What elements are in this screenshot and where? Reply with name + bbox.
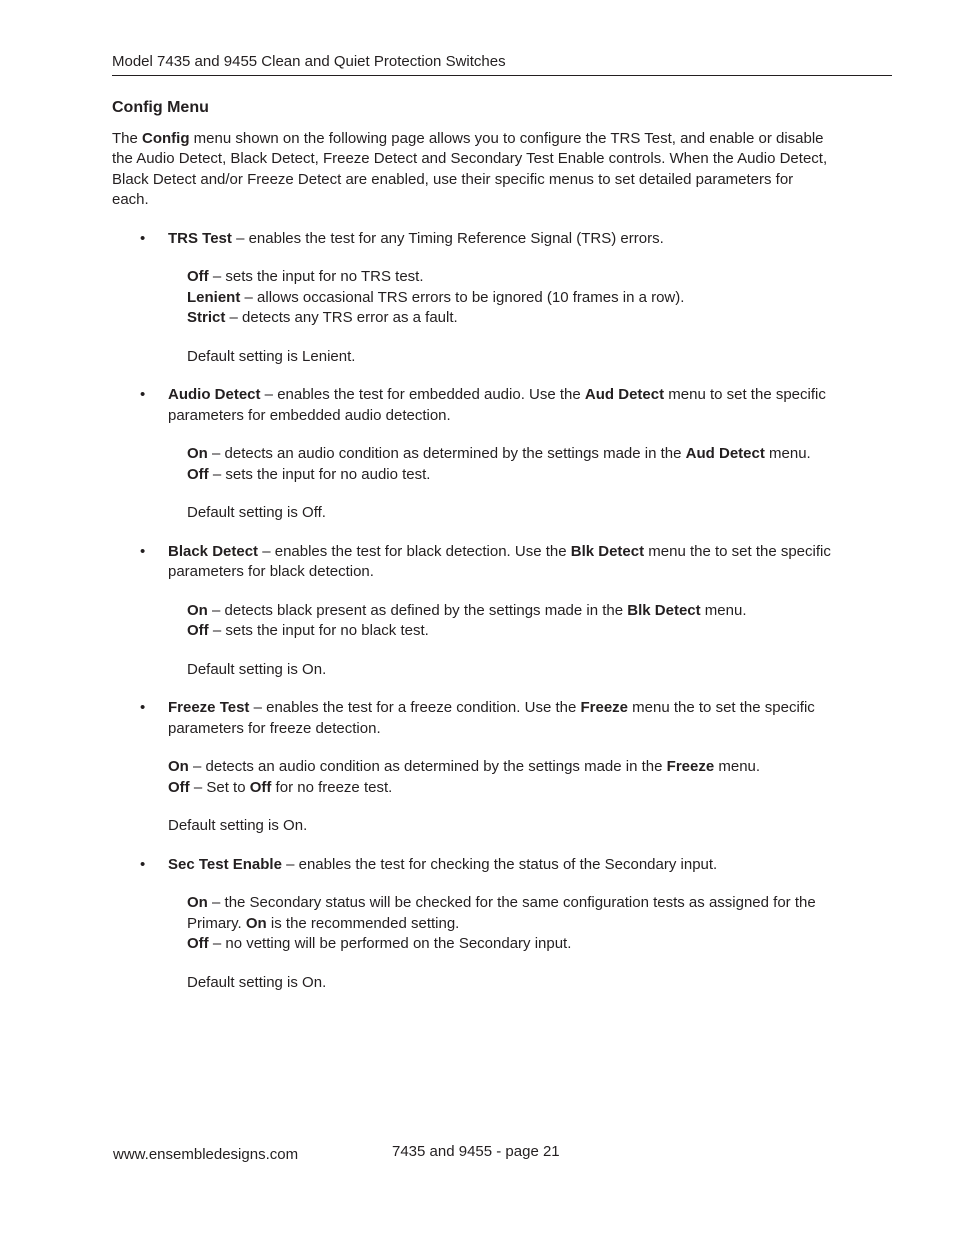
bullet-desc-rest: menu to set the specific parameters for embedded audio detection. — [168, 386, 826, 424]
option-text: – sets the input for no black test. — [208, 622, 429, 639]
bullet-desc: – enables the test for black detection. Use the — [258, 542, 571, 560]
option-off — [187, 621, 832, 642]
option-text-bold: Aud Detect — [685, 445, 765, 462]
option-label: On — [187, 445, 208, 462]
intro-paragraph — [112, 129, 832, 211]
option-text-bold: Off — [249, 778, 272, 796]
bullet-black-detect — [112, 542, 832, 583]
default-sec-test-enable: Default setting is On. — [187, 973, 327, 991]
document-body — [112, 98, 832, 1011]
default-black-detect: Default setting is On. — [187, 660, 327, 678]
option-on — [187, 601, 832, 622]
option-on — [168, 757, 832, 778]
option-text: – detects any TRS error as a fault. — [225, 309, 458, 326]
intro-bold-config: Config — [142, 129, 190, 147]
option-off — [168, 778, 832, 799]
bullet-term: Audio Detect — [168, 386, 261, 403]
bullet-desc: – enables the test for any Timing Reference Signal (TRS) errors. — [231, 229, 664, 247]
option-text-bold: Freeze — [666, 758, 715, 775]
option-label: Strict — [187, 309, 226, 326]
option-text-bold: Blk Detect — [627, 601, 701, 619]
bullet-icon: • — [140, 855, 146, 873]
option-on — [187, 893, 832, 934]
option-text: – no vetting will be performed on the Secondary input. — [208, 935, 572, 952]
intro-text-rest: menu shown on the following page allows you to configure the TRS Test, and enable or disable the Audio Detect, Black Detect, Freeze Detect and Secondary Test Enable controls. When the Audio Detect, Black Detect and/or Freeze Detect are enabled, use their specific menus to set detailed parameters for each. — [112, 129, 828, 208]
footer-page-number: 7435 and 9455 - page 21 — [392, 1143, 560, 1160]
option-text: – sets the input for no TRS test. — [208, 268, 424, 285]
section-title: Config Menu — [112, 99, 209, 116]
option-label: On — [168, 758, 189, 775]
footer-website: www.ensembledesigns.com — [113, 1146, 299, 1163]
bullet-term: Freeze Test — [168, 699, 250, 716]
option-text: – detects an audio condition as determined by the settings made in the — [188, 758, 667, 775]
bullet-desc: – enables the test for a freeze condition. Use the — [249, 699, 581, 716]
option-text-rest: for no freeze test. — [271, 778, 393, 796]
option-text-rest: menu. — [714, 758, 761, 775]
bullet-term: Black Detect — [168, 542, 259, 560]
option-text: – Set to — [189, 778, 250, 796]
option-off — [187, 267, 832, 288]
option-text: – sets the input for no audio test. — [208, 465, 431, 483]
option-text-bold: On — [245, 914, 267, 932]
option-label: Off — [187, 268, 209, 285]
options-freeze-test — [112, 757, 832, 798]
option-label: Off — [187, 465, 209, 483]
option-text: – allows occasional TRS errors to be ignored (10 frames in a row). — [240, 288, 685, 306]
bullet-desc-bold: Freeze — [580, 699, 629, 716]
option-label: Off — [187, 935, 209, 952]
bullet-icon: • — [140, 386, 146, 403]
default-audio-detect: Default setting is Off. — [187, 504, 326, 521]
bullet-desc-bold: Aud Detect — [584, 386, 665, 403]
bullet-desc-bold: Blk Detect — [570, 542, 645, 560]
intro-text: The — [112, 129, 143, 147]
bullet-icon: • — [140, 699, 146, 716]
option-strict — [187, 308, 832, 329]
option-label: On — [187, 601, 208, 619]
option-label: Off — [168, 778, 190, 796]
option-text: – the Secondary status will be checked for the same configuration tests as assigned for the Primary. — [187, 894, 816, 932]
default-freeze-test: Default setting is On. — [168, 817, 308, 834]
option-text: – detects black present as defined by the settings made in the — [207, 601, 628, 619]
option-lenient — [187, 288, 832, 309]
option-text: – detects an audio condition as determined by the settings made in the — [207, 445, 686, 462]
bullet-desc-rest: menu the to set the specific parameters for black detection. — [168, 542, 831, 580]
bullet-term: TRS Test — [168, 229, 232, 247]
bullet-desc-rest: menu the to set the specific parameters for freeze detection. — [168, 699, 815, 737]
bullet-desc: – enables the test for checking the status of the Secondary input. — [281, 855, 718, 873]
option-text-rest: is the recommended setting. — [266, 914, 460, 932]
options-audio-detect — [112, 444, 832, 485]
bullet-icon: • — [140, 229, 146, 247]
options-trs-test — [112, 267, 832, 329]
option-label: Lenient — [187, 288, 241, 306]
options-black-detect — [112, 601, 832, 642]
option-on — [187, 444, 832, 465]
option-text-rest: menu. — [700, 601, 747, 619]
bullet-term: Sec Test Enable — [168, 855, 282, 873]
bullet-desc: – enables the test for embedded audio. Use the — [260, 386, 585, 403]
default-trs-test: Default setting is Lenient. — [187, 347, 356, 365]
option-text-rest: menu. — [764, 445, 811, 462]
option-off — [187, 934, 832, 955]
bullet-freeze-test — [112, 698, 832, 739]
bullet-trs-test — [112, 229, 832, 250]
page-header: Model 7435 and 9455 Clean and Quiet Protection Switches — [112, 52, 892, 76]
option-off — [187, 465, 832, 486]
option-label: On — [187, 894, 208, 911]
bullet-sec-test-enable — [112, 855, 832, 876]
options-sec-test-enable — [112, 893, 832, 955]
option-label: Off — [187, 622, 209, 639]
bullet-icon: • — [140, 542, 146, 560]
bullet-audio-detect — [112, 385, 832, 426]
